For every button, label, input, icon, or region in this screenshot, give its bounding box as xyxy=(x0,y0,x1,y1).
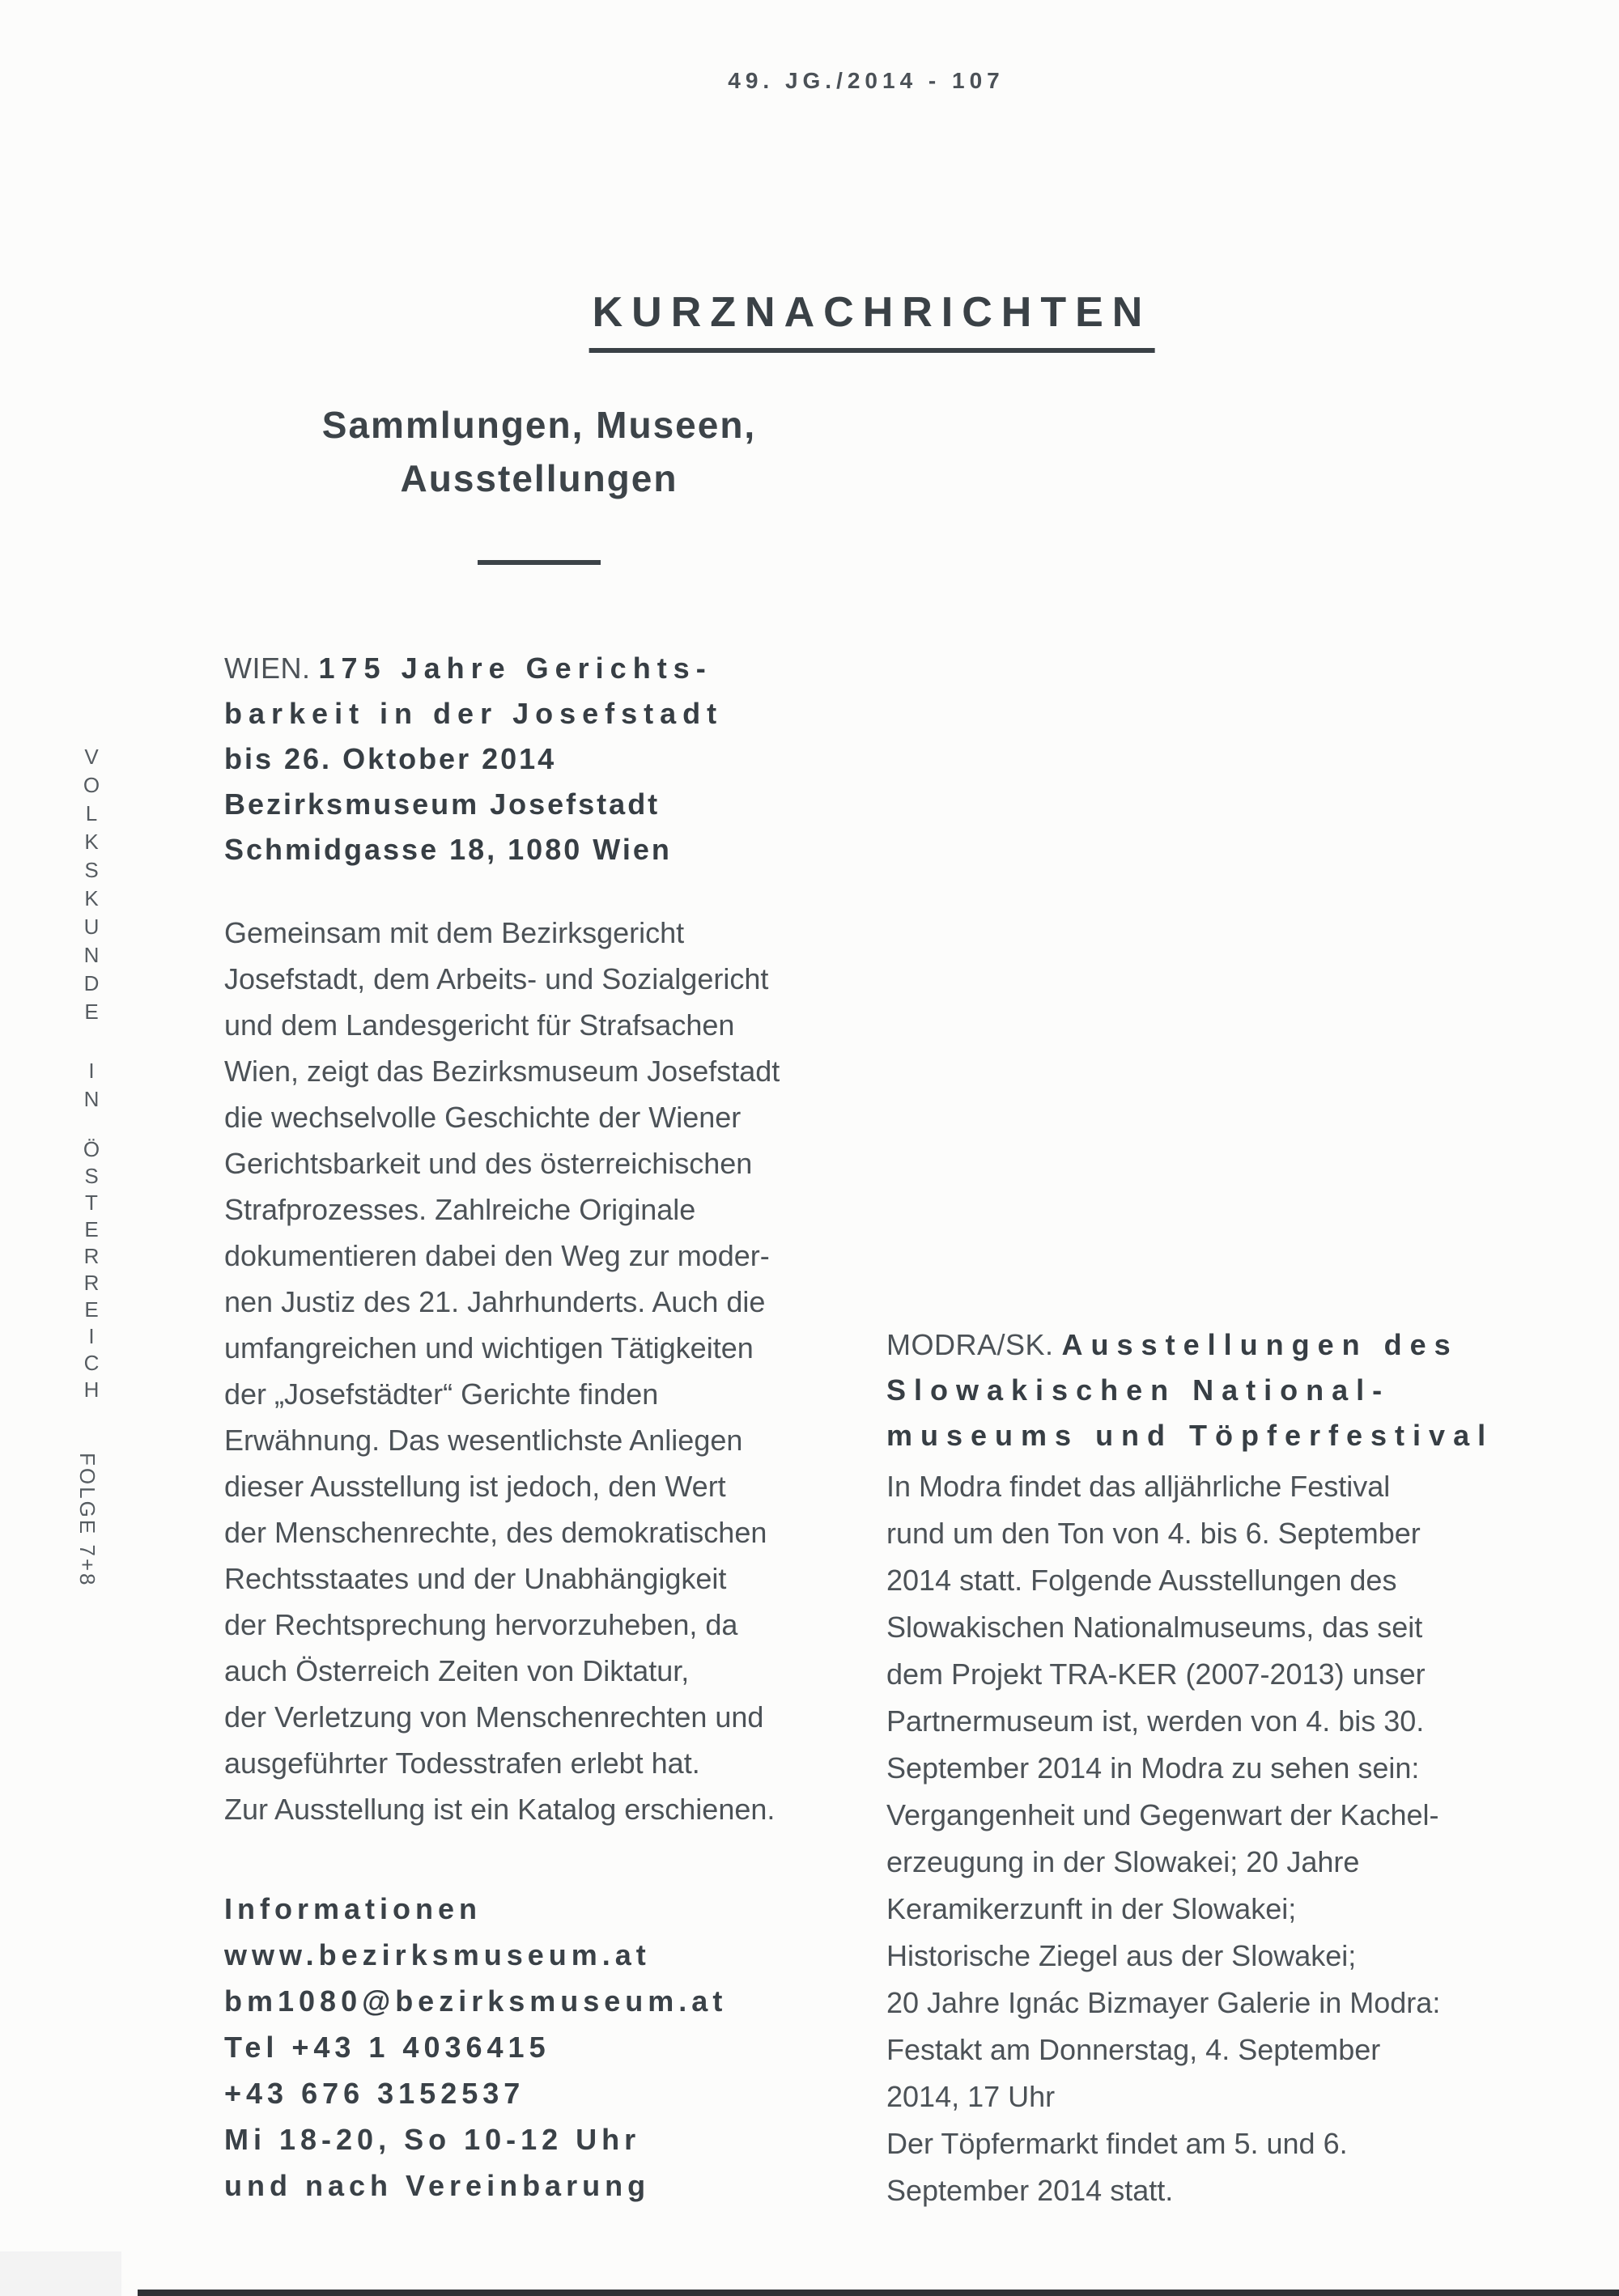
article-wien-address: Schmidgasse 18, 1080 Wien xyxy=(224,833,672,866)
info-heading: Informationen xyxy=(224,1892,482,1925)
article-wien-venue: Bezirksmuseum Josefstadt xyxy=(224,787,661,821)
section-heading-line2: Ausstellungen xyxy=(400,457,678,499)
spine-word-volkskunde: V O L K S K U N D E xyxy=(83,745,100,1024)
article-wien-title-line1: 175 Jahre Gerichts- xyxy=(318,651,712,685)
spine-word-oesterreich: Ö S T E R R E I C H xyxy=(83,1137,100,1402)
article-modra-city-prefix: MODRA/SK. xyxy=(886,1328,1054,1361)
section-heading xyxy=(322,398,756,505)
article-wien-date: bis 26. Oktober 2014 xyxy=(224,742,557,775)
article-modra-title-line1: Ausstellungen des xyxy=(1061,1328,1459,1361)
scan-edge-artifact xyxy=(138,2290,1619,2296)
article-modra-heading xyxy=(886,1322,1494,1458)
section-divider-rule xyxy=(478,560,601,565)
issue-code: 49. JG./2014 - 107 xyxy=(728,68,1005,93)
info-lines: www.bezirksmuseum.at bm1080@bezirksmuseum.at Tel +43 1 4036415 +43 676 3152537 Mi 18-20, So 10-12 Uhr und nach Vereinbarung xyxy=(224,1938,728,2202)
article-modra-title-line3: museums und Töpferfestival xyxy=(886,1419,1494,1452)
article-wien-city-prefix: WIEN. xyxy=(224,651,311,685)
spine-word-in: I N xyxy=(83,1059,100,1111)
spine-folge-text: FOLGE 7+8 xyxy=(75,1453,100,1588)
article-wien-title-line2: barkeit in der Josefstadt xyxy=(224,697,724,730)
article-wien-body: Gemeinsam mit dem Bezirksgericht Josefstadt, dem Arbeits- und Sozialgericht und dem Landesgericht für Strafsachen Wien, zeigt das Bezirksmuseum Josefstadt die wechselvolle Geschichte der Wiener Gerichtsbarkeit und des österreichischen Strafprozesses. Zahlreiche Originale dokumentieren dabei den Weg zur moder- nen Justiz des 21. Jahrhunderts. Auch die umfangreichen und wichtigen Tätigkeiten der „Josefstädter“ Gerichte finden Erwähnung. Das wesentlichste Anliegen dieser Ausstellung ist jedoch, den Wert der Menschenrechte, des demokratischen Rechtsstaates und der Unabhängigkeit der Rechtsprechung hervorzuheben, da auch Österreich Zeiten von Diktatur, der Verletzung von Menschenrechten und ausgeführter Todesstrafen erlebt hat. Zur Ausstellung ist ein Katalog erschienen. xyxy=(224,916,780,1826)
page-title: KURZNACHRICHTEN xyxy=(589,288,1155,353)
article-modra-title-line2: Slowakischen National- xyxy=(886,1373,1391,1407)
scan-corner-smudge xyxy=(0,2251,121,2296)
article-modra-body: In Modra findet das alljährliche Festival rund um den Ton von 4. bis 6. September 2014 statt. Folgende Ausstellungen des Slowakischen Nationalmuseums, das seit dem Projekt TRA-KER (2007-2013) unser Partnermuseum ist, werden von 4. bis 30. September 2014 in Modra zu sehen sein: Vergangenheit und Gegenwart der Kachel- erzeugung in der Slowakei; 20 Jahre Keramikerzunft in der Slowakei; Historische Ziegel aus der Slowakei; 20 Jahre Ignác Bizmayer Galerie in Modra: Festakt am Donnerstag, 4. September 2014, 17 Uhr Der Töpfermarkt findet am 5. und 6. September 2014 statt. xyxy=(886,1470,1441,2207)
section-heading-line1: Sammlungen, Museen, xyxy=(321,404,757,446)
article-wien-heading-line1 xyxy=(224,646,723,691)
article-wien-heading xyxy=(224,646,723,872)
article-wien-info xyxy=(224,1886,727,2209)
article-modra-heading-line1 xyxy=(886,1322,1494,1368)
